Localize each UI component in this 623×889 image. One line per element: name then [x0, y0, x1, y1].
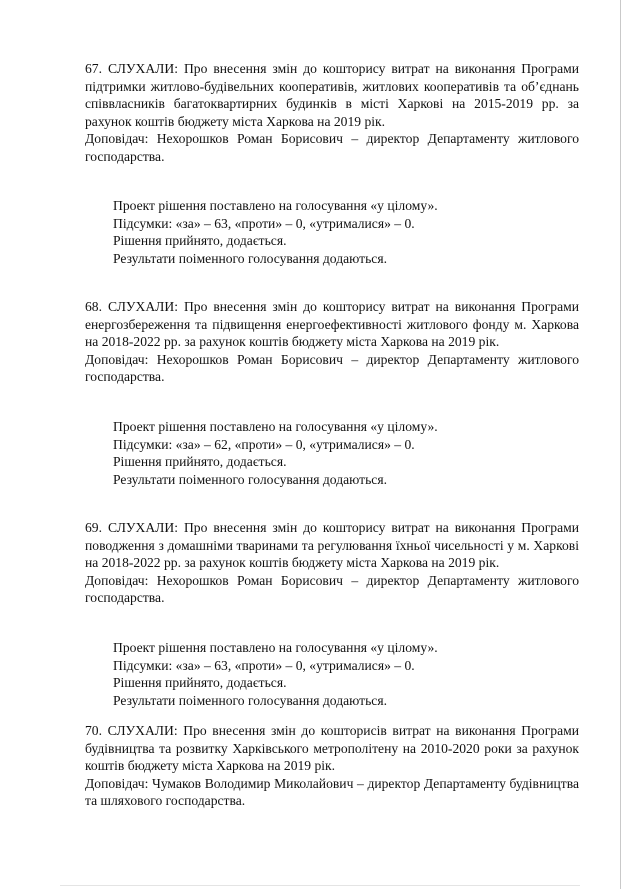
item-speaker: Доповідач: Нехорошков Роман Борисович – директор Департаменту житлового господарства. [85, 351, 579, 384]
roll-call-text: Результати поіменного голосування додаються. [113, 471, 387, 487]
item-subject [85, 298, 579, 351]
item-speaker: Доповідач: Чумаков Володимир Миколайович – директор Департаменту будівництва та шляхового господарства. [85, 775, 579, 808]
item-number-label: 67. СЛУХАЛИ: [85, 61, 178, 76]
item-subject [85, 722, 579, 775]
vote-status: Проект рішення поставлено на голосування «у цілому». [113, 419, 438, 434]
vote-status: Проект рішення поставлено на голосування «у цілому». [113, 640, 438, 655]
item-subject-text: Про внесення змін до кошторису витрат на виконання Програми поводження з домашніми тваринами та регулювання їхньої чисельності у м. Харкові на 2018-2022 рр. за рахунок коштів бюджету міста Харкова на 2019 рік. [85, 520, 579, 570]
vote-results: Підсумки: «за» – 63, «проти» – 0, «утрималися» – 0. [113, 215, 415, 231]
decision-text: Рішення прийнято, додається. [113, 454, 287, 469]
vote-block-67 [113, 197, 583, 267]
item-subject [85, 519, 579, 572]
agenda-item-67 [85, 60, 579, 165]
item-speaker: Доповідач: Нехорошков Роман Борисович – директор Департаменту житлового господарства. [85, 131, 579, 164]
item-subject-text: Про внесення змін до кошторису витрат на виконання Програми підтримки житлово-будівельних кооперативів, житлових кооперативів та об’єднань співвласників багатоквартирних будинків в місті Харкові на 2015-2019 рр. за рахунок коштів бюджету міста Харкова на 2019 рік. [85, 61, 579, 129]
agenda-item-68 [85, 298, 579, 386]
vote-status: Проект рішення поставлено на голосування «у цілому». [113, 198, 438, 213]
scan-artifact-line [60, 885, 580, 886]
decision-text: Рішення прийнято, додається. [113, 675, 287, 690]
item-subject-text: Про внесення змін до кошторисів витрат на виконання Програми будівництва та розвитку Харківського метрополітену на 2010-2020 роки за рахунок коштів бюджету міста Харкова на 2019 рік. [85, 723, 579, 773]
vote-results: Підсумки: «за» – 63, «проти» – 0, «утрималися» – 0. [113, 657, 415, 673]
roll-call-text: Результати поіменного голосування додаються. [113, 692, 387, 708]
item-speaker: Доповідач: Нехорошков Роман Борисович – директор Департаменту житлового господарства. [85, 572, 579, 605]
vote-block-68 [113, 418, 583, 488]
item-number-label: 69. СЛУХАЛИ: [85, 520, 178, 535]
agenda-item-70 [85, 722, 579, 810]
vote-results: Підсумки: «за» – 62, «проти» – 0, «утрималися» – 0. [113, 436, 415, 452]
item-number-label: 70. СЛУХАЛИ: [85, 723, 178, 738]
page-edge-line [620, 0, 621, 889]
item-subject [85, 60, 579, 130]
agenda-item-69 [85, 519, 579, 607]
decision-text: Рішення прийнято, додається. [113, 233, 287, 248]
item-subject-text: Про внесення змін до кошторису витрат на виконання Програми енергозбереження та підвищення енергоефективності житлового фонду м. Харкова на 2018-2022 рр. за рахунок коштів бюджету міста Харкова на 2019 рік. [85, 299, 579, 349]
roll-call-text: Результати поіменного голосування додаються. [113, 250, 387, 266]
vote-block-69 [113, 639, 583, 709]
item-number-label: 68. СЛУХАЛИ: [85, 299, 178, 314]
